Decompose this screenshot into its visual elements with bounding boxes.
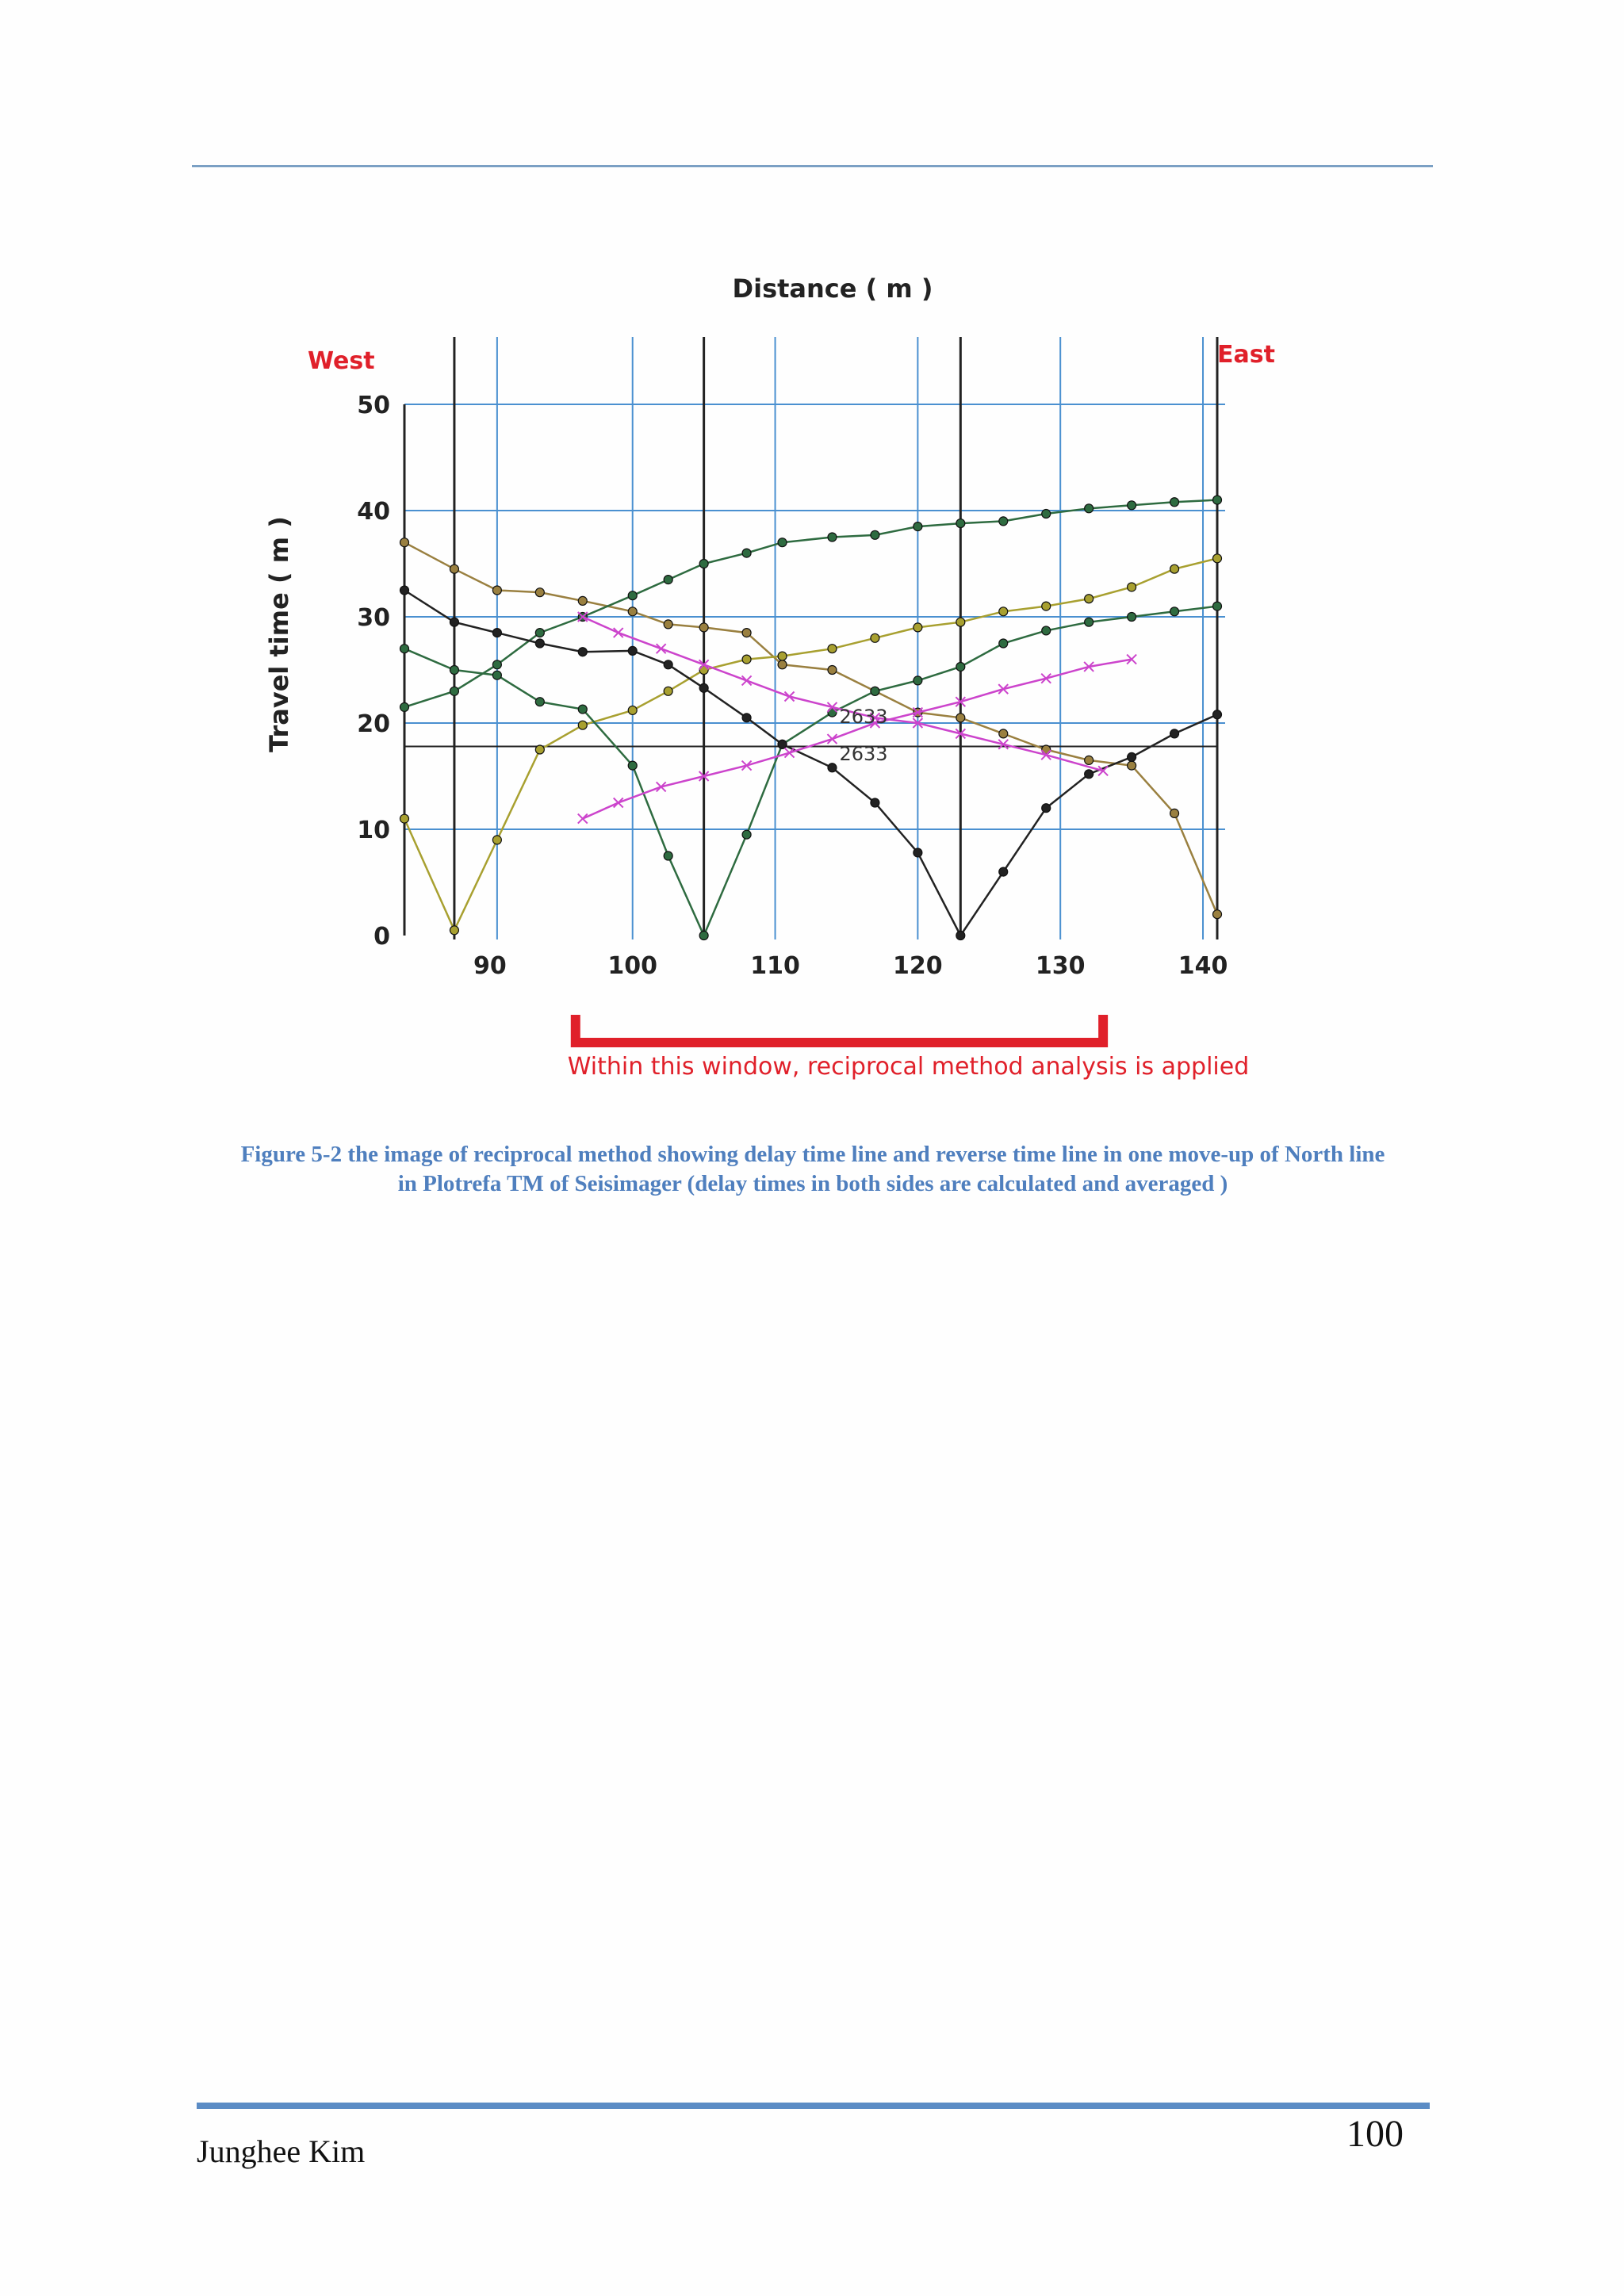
- series-1-point-19: [1213, 554, 1222, 563]
- series-3-point-13: [956, 662, 965, 671]
- series-1-point-12: [914, 623, 922, 632]
- series-2-point-1: [450, 687, 458, 695]
- series-3-point-6: [664, 851, 672, 860]
- series-2-point-12: [914, 522, 922, 531]
- series-1-point-8: [742, 655, 751, 664]
- series-2-point-9: [778, 538, 787, 547]
- series-2-point-18: [1170, 498, 1179, 507]
- series-2-point-11: [871, 530, 879, 539]
- series-0-point-4: [578, 596, 587, 605]
- annotations: [839, 706, 887, 765]
- series-2-line: [404, 500, 1217, 707]
- series-0-point-16: [1085, 756, 1094, 764]
- page-number: 100: [1346, 2113, 1404, 2155]
- series-3-point-14: [999, 639, 1008, 648]
- series-5-point-1: [614, 628, 623, 637]
- series-0-point-9: [778, 660, 787, 669]
- series-0-point-13: [956, 714, 965, 722]
- shot-lines: [454, 337, 1217, 939]
- series-2-point-7: [699, 560, 708, 568]
- series-3-point-11: [871, 687, 879, 695]
- figure-caption: [190, 1140, 1435, 1199]
- y-tick-50: 50: [357, 392, 390, 419]
- series-4-point-14: [999, 867, 1008, 876]
- series-2-point-16: [1085, 504, 1094, 513]
- series-5-point-2: [657, 644, 666, 653]
- series-6-point-0: [578, 814, 588, 824]
- series-1-point-4: [578, 721, 587, 729]
- series-1-point-18: [1170, 564, 1179, 573]
- series-1-point-0: [400, 814, 409, 823]
- series-0-point-0: [400, 538, 409, 547]
- series-4-point-6: [664, 660, 672, 669]
- tick-labels: [357, 392, 1228, 980]
- series-1-point-14: [999, 607, 1008, 616]
- series-2-point-13: [956, 519, 965, 528]
- series-3-point-15: [1042, 626, 1051, 635]
- series-3-point-3: [535, 698, 544, 706]
- series-4-point-11: [871, 798, 879, 807]
- series-4-point-5: [628, 646, 637, 655]
- series-1-point-2: [492, 836, 501, 844]
- series-2-point-19: [1213, 496, 1222, 504]
- x-tick-110: 110: [750, 952, 800, 980]
- gridlines: [404, 337, 1225, 939]
- y-tick-0: 0: [373, 923, 390, 951]
- east-label: East: [1217, 341, 1275, 369]
- series-2-point-10: [828, 533, 837, 541]
- series-3-point-18: [1170, 607, 1179, 616]
- series-5-point-4: [742, 675, 752, 685]
- y-tick-30: 30: [357, 604, 390, 632]
- series-6-point-6: [827, 734, 837, 744]
- series-0-point-19: [1213, 910, 1222, 919]
- series-4-point-2: [492, 629, 501, 637]
- annotation-1: 2633: [839, 742, 888, 765]
- series-4-point-9: [778, 740, 787, 748]
- series-2-point-14: [999, 517, 1008, 526]
- series-3-point-2: [492, 671, 501, 679]
- series-3-point-7: [699, 932, 708, 940]
- series-0-point-10: [828, 666, 837, 675]
- series-1-point-17: [1128, 583, 1136, 591]
- series-2-point-8: [742, 549, 751, 557]
- series-3-point-5: [628, 761, 637, 770]
- series-4-point-0: [400, 586, 409, 595]
- series-0-point-3: [535, 588, 544, 597]
- series-1-point-1: [450, 926, 458, 935]
- footer-rule: [197, 2103, 1430, 2109]
- series-2-point-17: [1128, 501, 1136, 510]
- travel-time-chart: [254, 270, 1364, 1110]
- series-4-point-16: [1085, 770, 1094, 779]
- series-0-point-17: [1128, 761, 1136, 770]
- series-0-point-14: [999, 729, 1008, 738]
- series-4-point-15: [1042, 804, 1051, 813]
- series-3-point-19: [1213, 602, 1222, 610]
- chart-title: Distance ( m ): [732, 274, 933, 304]
- series-0-point-7: [699, 623, 708, 632]
- y-tick-20: 20: [357, 710, 390, 738]
- series-0-point-5: [628, 607, 637, 616]
- series-4-point-1: [450, 618, 458, 626]
- x-tick-130: 130: [1035, 952, 1086, 980]
- series-1-point-15: [1042, 602, 1051, 610]
- series-3-point-0: [400, 645, 409, 653]
- series-4-point-12: [914, 848, 922, 857]
- series-1-point-16: [1085, 595, 1094, 603]
- series-1-point-13: [956, 618, 965, 626]
- x-tick-140: 140: [1178, 952, 1228, 980]
- series-1-point-5: [628, 706, 637, 714]
- analysis-window: [576, 1015, 1103, 1043]
- series-4-point-3: [535, 639, 544, 648]
- series-3-point-4: [578, 705, 587, 714]
- series-1-point-9: [778, 652, 787, 660]
- series-4-point-17: [1128, 752, 1136, 761]
- window-bracket: [576, 1015, 1103, 1043]
- series-2-point-15: [1042, 510, 1051, 519]
- series-3-point-12: [914, 676, 922, 685]
- window-note: Within this window, reciprocal method analysis is applied: [567, 1053, 1250, 1081]
- series-2-point-2: [492, 660, 501, 669]
- series-4-point-10: [828, 763, 837, 772]
- y-tick-40: 40: [357, 498, 390, 526]
- series-0-line: [404, 542, 1217, 914]
- series-4-point-19: [1213, 710, 1222, 719]
- figure: [254, 270, 1364, 1110]
- series-3-point-1: [450, 666, 458, 675]
- series-2-point-5: [628, 591, 637, 600]
- series-0-point-8: [742, 629, 751, 637]
- series-group: [400, 496, 1222, 939]
- series-2-point-3: [535, 629, 544, 637]
- series-1-point-10: [828, 645, 837, 653]
- west-label: West: [308, 347, 375, 375]
- caption-line-1: Figure 5-2 the image of reciprocal method showing delay time line and reverse time line in one move-up of North line: [240, 1142, 1385, 1167]
- y-tick-10: 10: [357, 817, 390, 844]
- series-4-point-18: [1170, 729, 1179, 738]
- series-1-point-11: [871, 633, 879, 642]
- series-1-line: [404, 558, 1217, 930]
- series-4-point-13: [956, 932, 965, 940]
- series-2-point-0: [400, 702, 409, 711]
- y-axis-label: Travel time ( m ): [264, 516, 294, 752]
- footer-author: Junghee Kim: [197, 2133, 366, 2169]
- series-0-point-1: [450, 564, 458, 573]
- series-1-point-6: [664, 687, 672, 695]
- series-3-point-17: [1128, 613, 1136, 622]
- series-4-point-7: [699, 683, 708, 692]
- caption-line-2: in Plotrefa TM of Seisimager (delay times in both sides are calculated and averaged ): [397, 1171, 1228, 1196]
- series-6-point-1: [614, 798, 623, 808]
- x-tick-120: 120: [893, 952, 943, 980]
- series-3-point-16: [1085, 618, 1094, 626]
- series-0-point-6: [664, 620, 672, 629]
- annotation-0: 2633: [839, 706, 888, 728]
- x-tick-90: 90: [473, 952, 507, 980]
- header-rule: [192, 165, 1433, 167]
- series-1-point-3: [535, 745, 544, 754]
- series-2-point-6: [664, 576, 672, 584]
- x-tick-100: 100: [607, 952, 658, 980]
- series-4-point-8: [742, 714, 751, 722]
- series-0-point-2: [492, 586, 501, 595]
- series-0-point-18: [1170, 809, 1179, 817]
- series-4-point-4: [578, 648, 587, 656]
- series-3-point-8: [742, 830, 751, 839]
